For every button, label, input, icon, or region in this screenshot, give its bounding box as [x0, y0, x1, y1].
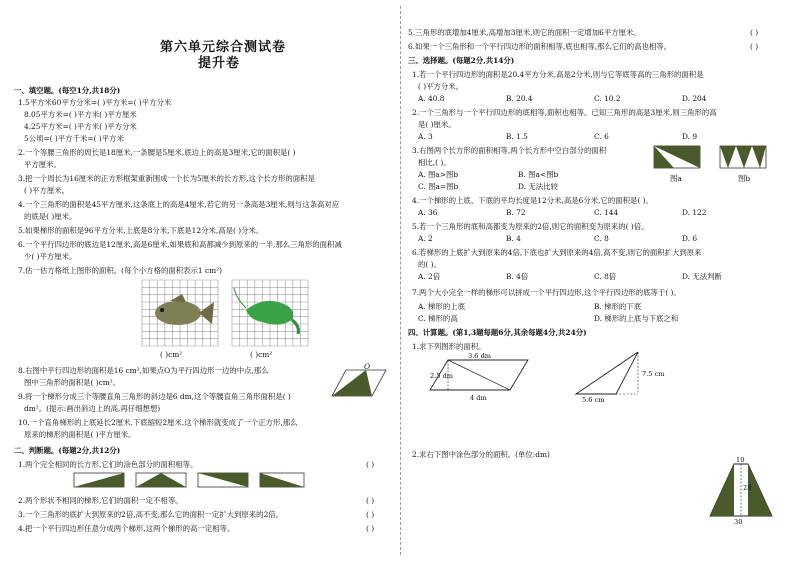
q2-a: 2.一个等腰三角形的周长是18厘米,一条腰是5厘米,底边上的高是3厘米,它的面积是( ): [18, 148, 296, 157]
choice-2-opt-a[interactable]: A. 3: [418, 132, 433, 141]
judge-2-answer[interactable]: ( ): [366, 496, 375, 505]
judge-1-figures: [74, 473, 304, 487]
choice-2-a: 2.一个三角形与一个平行四边形的底相等,面积也相等。已知三角形的高是3厘米,则三角形的高: [412, 108, 717, 117]
q8-b: 图中三角形的面积是( )cm²。: [24, 378, 121, 387]
q6-b: 少( )平方厘米。: [24, 252, 77, 261]
choice-7: 7.两个大小完全一样的梯形可以拼成一个平行四边形,这个平行四边形的底等于( )。: [412, 288, 681, 297]
choice-3-opt-b[interactable]: B. 图a<图b: [518, 170, 559, 179]
judge-4: 4.把一个平行四边形任意分成两个梯形,这两个梯形的高一定相等。: [18, 524, 235, 533]
parallelogram-figure: [332, 368, 388, 398]
q9-b: dm²。(提示:画出斜边上的高,再仔细想想): [24, 404, 161, 413]
calc-2-trapezoid: [708, 462, 774, 520]
choice-4-opt-b[interactable]: B. 72: [506, 208, 526, 217]
choice-4-opt-d[interactable]: D. 122: [682, 208, 707, 217]
shrimp-icon: [246, 301, 293, 325]
calc-2: 2.求右下图中涂色部分的面积。(单位:dm): [412, 450, 550, 459]
choice-3-opt-d[interactable]: D. 无法比较: [518, 182, 558, 191]
choice-4-opt-a[interactable]: A. 36: [418, 208, 438, 217]
choice-5-opt-c[interactable]: C. 8: [594, 234, 609, 243]
judge-6-answer[interactable]: ( ): [750, 42, 759, 51]
section-choice-title: 三、选择题。(每题2分,共14分): [408, 56, 515, 65]
q7: 7.估一估方格纸上图形的面积。(每个小方格的面积表示1 cm²): [18, 266, 222, 275]
q1-b: 8.05平方米=( )平方米( )平方厘米: [24, 110, 137, 119]
choice-4-opt-c[interactable]: C. 144: [594, 208, 619, 217]
judge-2: 2.两个形状不相同的梯形,它们的面积一定不相等。: [18, 496, 183, 505]
choice-1-opt-d[interactable]: D. 204: [682, 94, 707, 103]
shrimp-area-answer: ( )cm²: [250, 350, 273, 359]
calc-1-triangle: [576, 350, 648, 396]
choice-2-opt-c[interactable]: C. 6: [594, 132, 609, 141]
choice-3-figures: [654, 146, 766, 172]
choice-6-opt-a[interactable]: A. 2倍: [418, 272, 441, 281]
q9-a: 9.将一个梯形分成三个等腰直角三角形的斜边是6 dm,这个等腰直角三角形面积是( ): [18, 392, 291, 401]
calc-2-height-label: 28: [743, 484, 752, 492]
fish-area-answer: ( )cm²: [160, 350, 183, 359]
column-divider: [400, 6, 401, 555]
calc-1-label-diagonal: 3.6 dm: [468, 352, 492, 360]
choice-1-opt-c[interactable]: C. 10.2: [594, 94, 621, 103]
calc-1-label-height: 2.5 dm: [430, 372, 454, 380]
section-judge-title: 二、判断题。(每题2分,共12分): [14, 446, 121, 455]
judge-6: 6.如果一个三角形和一个平行四边形的面积相等,底也相等,那么它们的高也相等。: [408, 42, 672, 51]
judge-4-answer[interactable]: ( ): [366, 524, 375, 533]
calc-2-top-label: 10: [736, 456, 745, 464]
fish-icon: [155, 301, 201, 325]
choice-2-opt-b[interactable]: B. 1.5: [506, 132, 528, 141]
choice-6-opt-c[interactable]: C. 8倍: [594, 272, 617, 281]
judge-5-answer[interactable]: ( ): [750, 28, 759, 37]
choice-6-opt-d[interactable]: D. 无法判断: [682, 272, 722, 281]
q4-b: 的底是( )厘米。: [24, 212, 77, 221]
q1-d: 5公顷=( )平方千米=( )平方米: [24, 134, 124, 143]
choice-7-opt-c[interactable]: C. 梯形的高: [418, 314, 458, 323]
choice-7-opt-a[interactable]: A. 梯形的上底: [418, 302, 465, 311]
choice-5-opt-d[interactable]: D. 6: [682, 234, 698, 243]
calc-1: 1.求下列图形的面积。: [412, 342, 486, 351]
judge-5: 5.三角形的底增加4厘米,高增加3厘米,则它的面积一定增加6平方厘米。: [408, 28, 641, 37]
q3-a: 3.把一个周长为16厘米的正方形框架重新围成一个长为5厘米的长方形,这个长方形的面积是: [18, 174, 315, 183]
q1-a: 1.5平方米60平方分米=( )平方米=( )平方分米: [18, 98, 172, 107]
q10-b: 原来的梯形的面积是( )平方厘米。: [24, 430, 136, 439]
q6-a: 6.一个平行四边形的底边是12厘米,高是6厘米,如果底和高都减少到原来的一半,那么三角形的面积减: [18, 240, 342, 249]
choice-6-a: 6.若梯形的上底扩大到原来的4倍,下底也扩大到原来的4倍,高不变,则它的面积扩大到原来: [412, 248, 702, 257]
choice-1-a: 1.若一个平行四边形的面积是20.4平方分米,高是2分米,则与它等底等高的三角形的面积是: [412, 70, 704, 79]
section-fill-title: 一、填空题。(每空1分,共18分): [14, 86, 121, 95]
choice-1-opt-a[interactable]: A. 40.8: [418, 94, 445, 103]
calc-1-tri-height: 7.5 cm: [642, 370, 665, 378]
judge-1-answer[interactable]: ( ): [366, 460, 375, 469]
choice-3-opt-a[interactable]: A. 图a>图b: [418, 170, 459, 179]
q2-b: 平方厘米。: [24, 160, 61, 169]
q1-c: 4.25平方米=( )平方米( )平方分米: [24, 122, 137, 131]
q8-a: 8.右图中平行四边形的面积是16 cm²,如果点O为平行四边形一边的中点,那么: [18, 366, 269, 375]
page-subtitle: 提升卷: [198, 56, 241, 71]
choice-3-a: 3.右图两个长方形的面积相等,两个长方形中空白部分的面积: [412, 146, 607, 155]
page-title: 第六单元综合测试卷: [160, 40, 287, 55]
q3-b: ( )平方厘米。: [24, 186, 70, 195]
q5: 5.如果梯形的面积是96平方分米,上底是8分米,下底是12分米,高是( )分米。: [18, 226, 264, 235]
choice-2-b: 是( )厘米。: [418, 120, 456, 129]
choice-5: 5.若一个三角形的底和高都变为原来的2倍,则它的面积变为原来的( )倍。: [412, 222, 649, 231]
choice-3-b: 相比,( )。: [418, 158, 451, 167]
choice-7-opt-b[interactable]: B. 梯形的下底: [594, 302, 642, 311]
judge-3-answer[interactable]: ( ): [366, 510, 375, 519]
choice-7-opt-d[interactable]: D. 梯形的上底与下底之和: [594, 314, 679, 323]
shrimp-grid-figure: [232, 280, 308, 346]
point-o-label: O: [364, 362, 371, 371]
judge-3: 3.一个三角形的底扩大到原来的2倍,高不变,那么它的面积一定扩大到原来的2倍。: [18, 510, 284, 519]
judge-1: 1.两个完全相同的长方形,它们的涂色部分的面积相等。: [18, 460, 198, 469]
choice-3-fig-b-label: 图b: [738, 174, 751, 183]
choice-1-b: ( )平方分米。: [418, 82, 464, 91]
choice-5-opt-a[interactable]: A. 2: [418, 234, 433, 243]
choice-5-opt-b[interactable]: B. 4: [506, 234, 521, 243]
fish-grid-figure: [142, 280, 218, 346]
calc-2-bottom-label: 30: [734, 518, 743, 526]
q4-a: 4.一个三角形的面积是45平方厘米,这条底上的高是4厘米,若它的另一条高是3厘米,则与这条高对应: [18, 200, 340, 209]
choice-3-opt-c[interactable]: C. 图a=图b: [418, 182, 459, 191]
choice-4: 4.一个梯形的上底、下底的平均长度是12分米,高是6分米,它的面积是( )。: [412, 196, 653, 205]
choice-6-b: 的( )。: [418, 260, 441, 269]
calc-1-label-base: 4 dm: [470, 394, 487, 402]
q10-a: 10.一个直角梯形的上底延长2厘米,下底缩短2厘米,这个梯形就变成了一个正方形,那么: [18, 418, 298, 427]
choice-1-opt-b[interactable]: B. 20.4: [506, 94, 533, 103]
calc-1-tri-base: 5.6 cm: [582, 396, 605, 404]
choice-6-opt-b[interactable]: B. 4倍: [506, 272, 529, 281]
section-calc-title: 四、计算题。(第1,3题每题6分,其余每题4分,共24分): [408, 328, 587, 337]
choice-2-opt-d[interactable]: D. 9: [682, 132, 698, 141]
choice-3-fig-a-label: 图a: [670, 174, 682, 183]
